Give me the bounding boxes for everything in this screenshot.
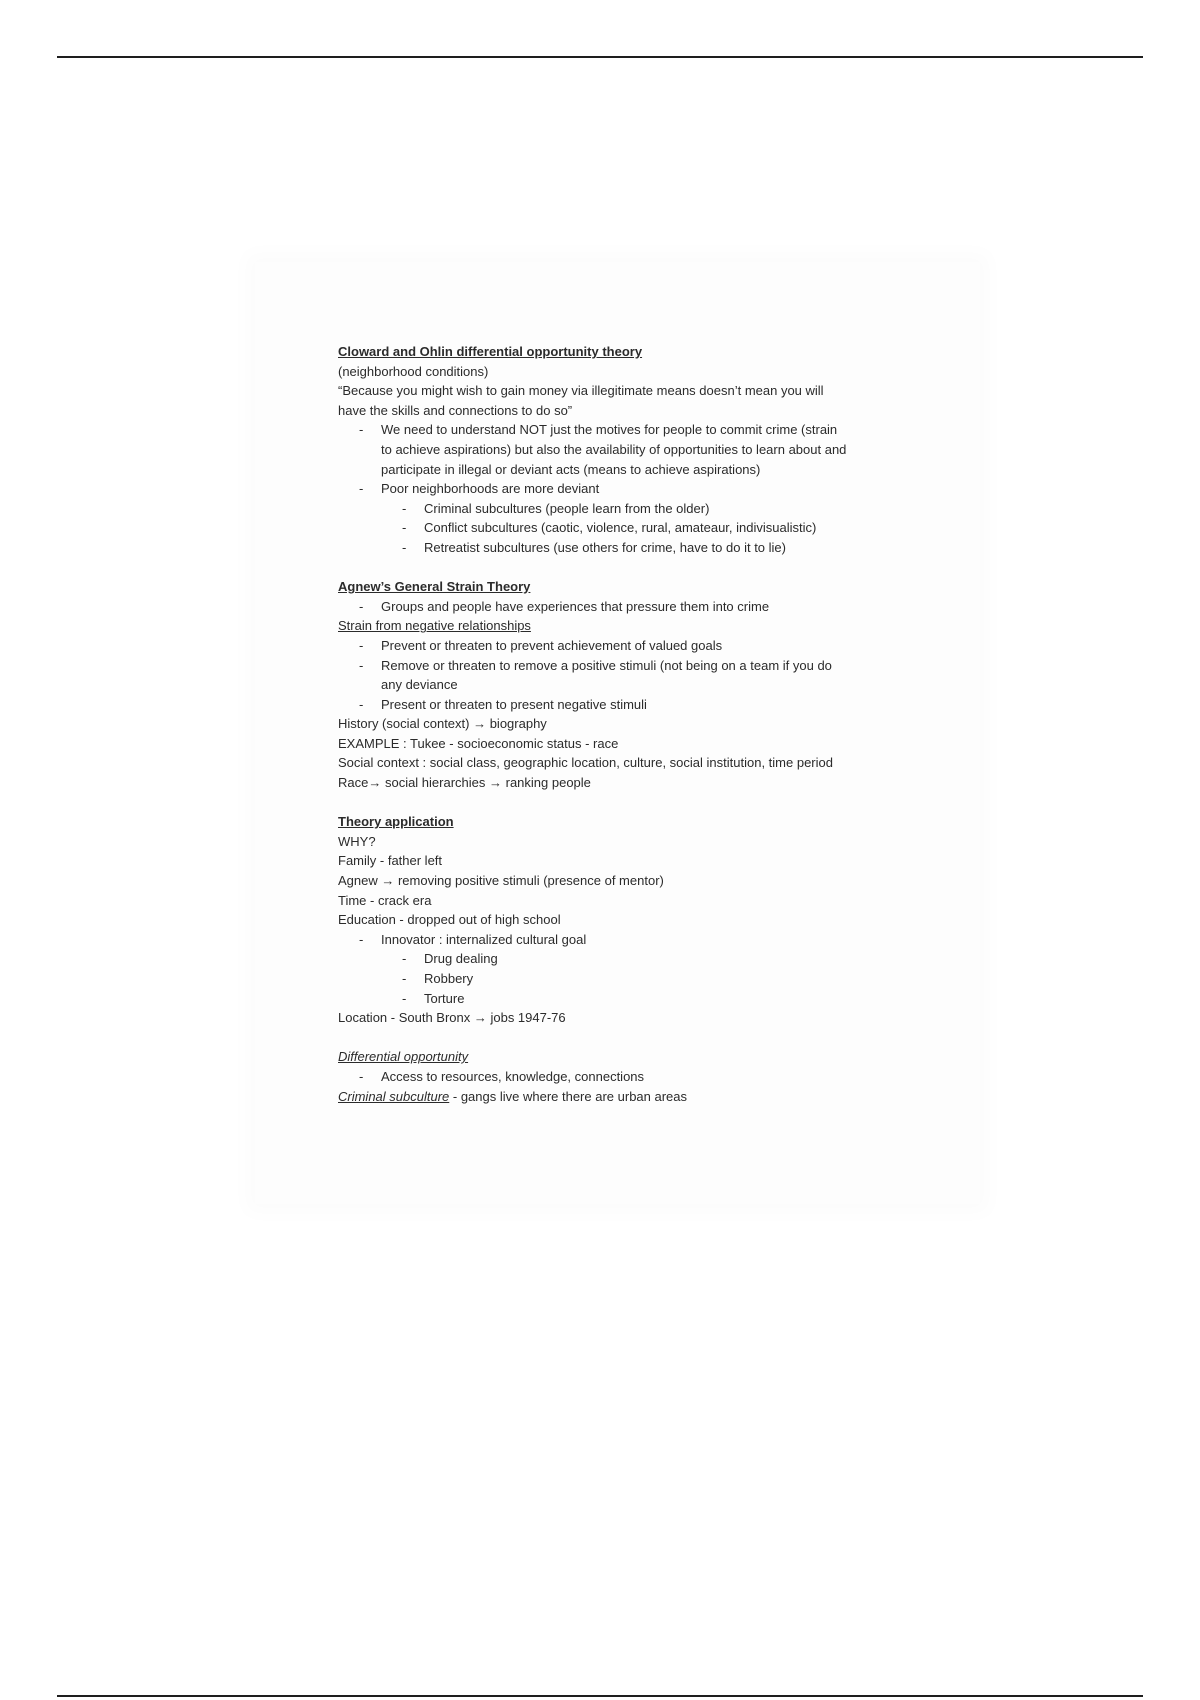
term: Criminal subculture	[338, 1088, 450, 1104]
bullet-dash: -	[359, 481, 364, 497]
list-item	[338, 930, 958, 950]
text-line: Time - crack era	[338, 892, 432, 908]
text-line: EXAMPLE : Tukee - socioeconomic status - race	[338, 735, 619, 751]
document-content	[338, 342, 958, 1106]
text-line: Social context : social class, geographic location, culture, social institution, time period	[338, 755, 833, 771]
text-line: Poor neighborhoods are more deviant	[381, 481, 600, 497]
bullet-dash: -	[359, 598, 364, 614]
sub-list-item	[338, 518, 958, 538]
text-line: Race→ social hierarchies → ranking people	[338, 775, 591, 791]
bottom-rule	[57, 1695, 1143, 1697]
list-item	[338, 479, 958, 499]
text-line: Innovator : internalized cultural goal	[381, 931, 587, 947]
text-line: Retreatist subcultures (use others for crime, have to do it to lie)	[424, 539, 786, 555]
subheading: Differential opportunity	[338, 1049, 469, 1065]
bullet-dash: -	[359, 1068, 364, 1084]
section-heading: Theory application	[338, 814, 454, 830]
text-line: participate in illegal or deviant acts (means to achieve aspirations)	[381, 461, 761, 477]
sub-list-item	[338, 969, 958, 989]
bullet-dash: -	[359, 657, 364, 673]
text-line: Education - dropped out of high school	[338, 912, 561, 928]
text-line: History (social context) → biography	[338, 716, 547, 732]
bullet-dash: -	[402, 520, 407, 536]
sub-list-item	[338, 949, 958, 969]
bullet-dash: -	[359, 696, 364, 712]
bullet-dash: -	[402, 539, 407, 555]
text-line: We need to understand NOT just the motives for people to commit crime (strain	[381, 422, 838, 438]
term-definition: - gangs live where there are urban areas	[449, 1088, 688, 1104]
text-line: have the skills and connections to do so”	[338, 402, 573, 418]
spacer	[338, 1028, 958, 1048]
text-line: Access to resources, knowledge, connections	[381, 1068, 645, 1084]
text-line: Criminal subcultures (people learn from the older)	[424, 500, 710, 516]
list-item	[338, 636, 958, 656]
list-item	[338, 656, 958, 695]
text-line: Torture	[424, 990, 465, 1006]
text-line	[338, 1087, 958, 1107]
sub-list-item	[338, 989, 958, 1009]
text-line: (neighborhood conditions)	[338, 363, 489, 379]
text-line: “Because you might wish to gain money via illegitimate means doesn’t mean you will	[338, 383, 824, 399]
text-line: Location - South Bronx → jobs 1947-76	[338, 1010, 566, 1026]
text-line: Remove or threaten to remove a positive stimuli (not being on a team if you do	[381, 657, 832, 673]
list-item	[338, 420, 958, 479]
text-line: Present or threaten to present negative stimuli	[381, 696, 647, 712]
text-line: any deviance	[381, 677, 458, 693]
text-line: to achieve aspirations) but also the availability of opportunities to learn about and	[381, 441, 847, 457]
bullet-dash: -	[359, 637, 364, 653]
top-rule	[57, 56, 1143, 58]
sub-list-item	[338, 538, 958, 558]
text-line: Robbery	[424, 971, 474, 986]
bullet-dash: -	[402, 990, 407, 1006]
text-line: Family - father left	[338, 853, 443, 869]
bullet-dash: -	[402, 500, 407, 516]
bullet-dash: -	[359, 422, 364, 438]
section-heading: Agnew’s General Strain Theory	[338, 579, 531, 595]
text-line: Agnew → removing positive stimuli (presence of mentor)	[338, 873, 664, 889]
bullet-dash: -	[402, 971, 407, 986]
text-line: WHY?	[338, 833, 376, 849]
section-heading: Cloward and Ohlin differential opportunity theory	[338, 344, 643, 359]
sub-list-item	[338, 499, 958, 519]
text-line: Drug dealing	[424, 951, 498, 967]
spacer	[338, 793, 958, 813]
subheading: Strain from negative relationships	[338, 618, 531, 634]
list-item	[338, 1067, 958, 1087]
list-item	[338, 597, 958, 617]
spacer	[338, 558, 958, 578]
bullet-dash: -	[402, 951, 407, 967]
bullet-dash: -	[359, 931, 364, 947]
text-line: Prevent or threaten to prevent achievement of valued goals	[381, 637, 723, 653]
text-line: Conflict subcultures (caotic, violence, rural, amateaur, indivisualistic)	[424, 520, 817, 536]
text-line: Groups and people have experiences that pressure them into crime	[381, 598, 770, 614]
list-item	[338, 695, 958, 715]
